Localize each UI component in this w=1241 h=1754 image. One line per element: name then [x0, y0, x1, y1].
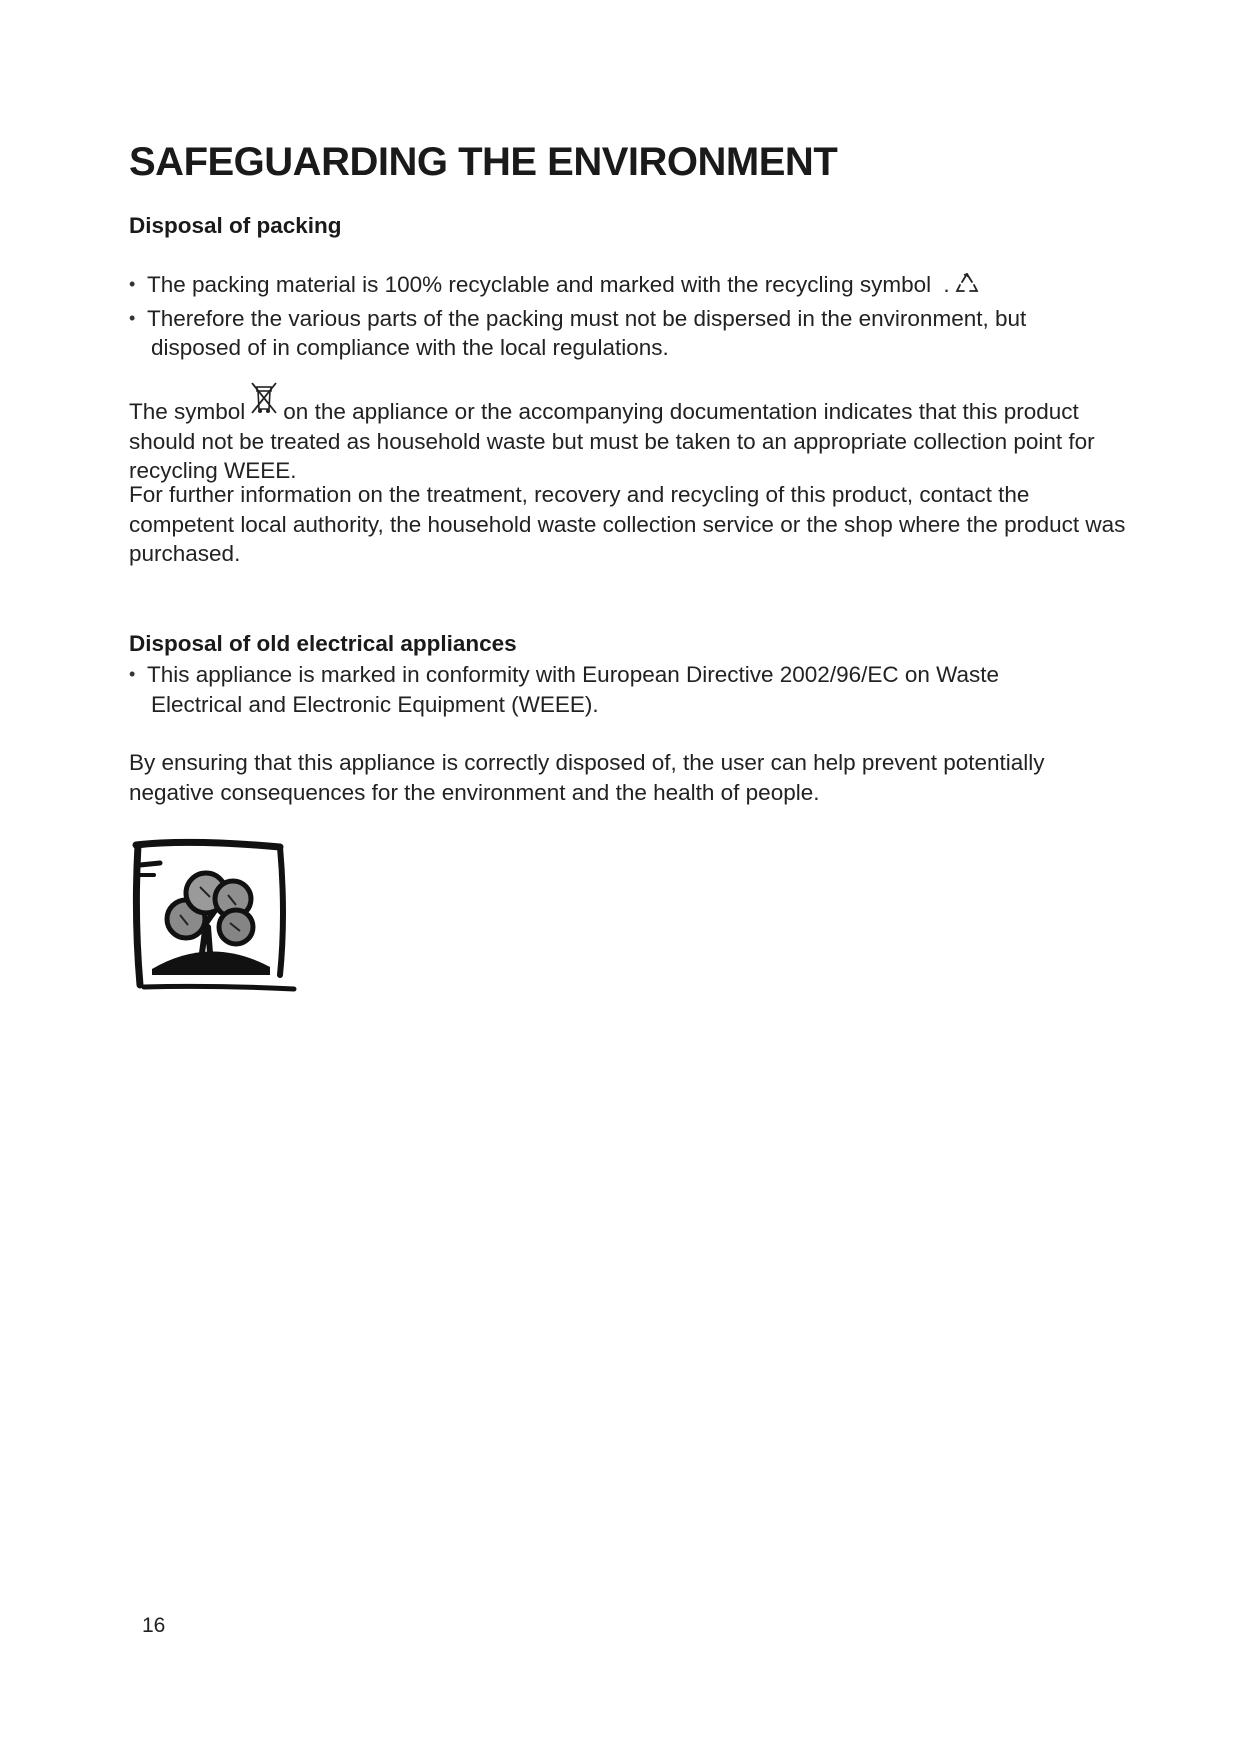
old-appliances-bullet-line-1: This appliance is marked in conformity with European Directive 2002/96/EC on Waste [147, 662, 1000, 687]
page-number: 16 [142, 1614, 166, 1637]
crossed-out-bin-icon [247, 391, 281, 419]
disposal-benefits-paragraph: By ensuring that this appliance is correctly disposed of, the user can help prevent potentially negative consequences for the environment and the health of people. [129, 750, 1045, 805]
old-appliances-heading: Disposal of old electrical appliances [129, 631, 517, 656]
list-item [129, 270, 1119, 304]
packing-bullet-2-line-1: Therefore the various parts of the packing must not be dispersed in the environment, but [147, 305, 1027, 331]
further-information-paragraph: For further information on the treatment, recovery and recycling of this product, contact the competent local authority, the household waste collection service or the shop where the product was purchased. [129, 482, 1126, 566]
weee-paragraph-start: The symbol [129, 399, 246, 424]
packing-bullet-2-line-2: disposed of in compliance with the local regulations. [151, 335, 669, 360]
tree-environment-icon [130, 835, 302, 995]
packing-bullet-1-text: The packing material is 100% recyclable and marked with the recycling symbol [147, 272, 932, 297]
list-item [129, 660, 1119, 719]
old-appliances-bullet-list [129, 660, 1119, 719]
list-item [129, 304, 1119, 363]
packing-bullet-1-period: . [943, 272, 950, 297]
packing-heading: Disposal of packing [129, 213, 342, 238]
old-appliances-bullet-line-2: Electrical and Electronic Equipment (WEEE). [151, 691, 599, 717]
packing-bullet-list [129, 270, 1119, 363]
recycle-icon [954, 272, 980, 304]
weee-paragraph-rest: on the appliance or the accompanying documentation indicates that this product should not be treated as household waste but must be taken to an appropriate collection point for recycling WEEE. [129, 399, 1095, 483]
weee-symbol-paragraph [129, 391, 1129, 486]
page-title: SAFEGUARDING THE ENVIRONMENT [129, 140, 838, 184]
